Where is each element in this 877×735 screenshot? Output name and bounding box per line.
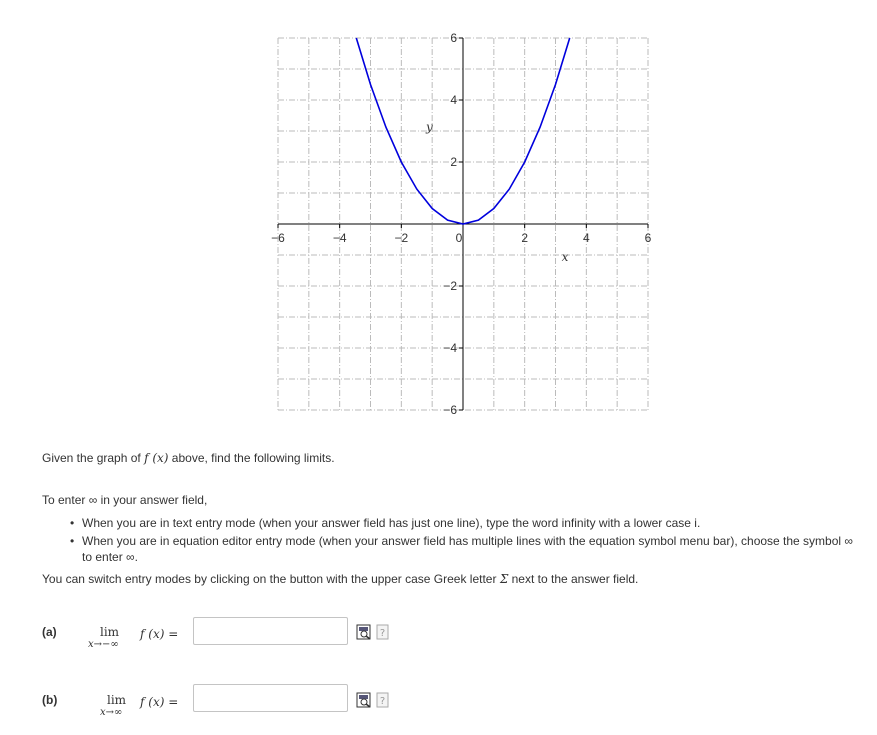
function-graph [270,30,655,415]
x-tick-label: −2 [394,231,409,245]
entry-instructions-list [70,515,860,567]
switch-before: You can switch entry modes by clicking on the button with the upper case Greek letter [42,572,500,586]
y-tick-label: −2 [443,279,457,293]
lim-word: lim [100,625,120,639]
x-tick-label: 6 [644,231,652,245]
preview-icon[interactable] [356,692,372,708]
part-a-label: (a) [42,625,57,639]
help-icon[interactable] [376,692,390,708]
y-axis-label: y [426,120,433,134]
intro-after: above, find the following limits. [168,451,335,465]
svg-text:?: ? [379,628,386,639]
lim-word: lim [107,693,127,707]
part-b-limit [100,693,190,717]
part-b-label: (b) [42,693,58,707]
preview-icon[interactable] [356,624,372,640]
equation-mode-instruction: • When you are in equation editor entry mode (when your answer field has multiple lines with the equation symbol menu bar), choose the symbol ∞ to enter ∞. [70,533,860,565]
answer-input-a[interactable] [193,617,348,645]
lim-expression: f (x) = [140,695,179,709]
y-tick-label: −4 [443,341,457,355]
y-tick-label: 2 [450,155,457,169]
x-tick-label: 2 [521,231,529,245]
x-tick-label: 4 [582,231,590,245]
lim-subscript: x→−∞ [88,639,119,650]
y-tick-label: −6 [443,403,457,415]
switch-mode-text [42,572,638,586]
intro-text [42,451,335,465]
y-tick-label: 4 [450,93,457,107]
help-icon[interactable] [376,624,390,640]
lim-subscript: x→∞ [100,707,123,718]
x-tick-label: 0 [455,231,463,245]
answer-input-b[interactable] [193,684,348,712]
x-axis-label: x [561,250,569,265]
text-mode-instruction: • When you are in text entry mode (when your answer field has just one line), type the word infinity with a lower case i. [70,515,860,531]
lim-expression: f (x) = [140,627,179,641]
y-tick-label: 6 [450,31,457,45]
part-a-limit [88,625,188,649]
entry-instructions-lead: To enter ∞ in your answer field, [42,493,208,507]
x-tick-label: −4 [332,231,347,245]
intro-math: f (x) [144,451,169,465]
intro-before: Given the graph of [42,451,145,465]
svg-text:?: ? [379,696,386,707]
switch-after: next to the answer field. [508,572,639,586]
x-tick-label: −6 [271,231,285,245]
sigma-symbol: Σ [499,572,509,586]
